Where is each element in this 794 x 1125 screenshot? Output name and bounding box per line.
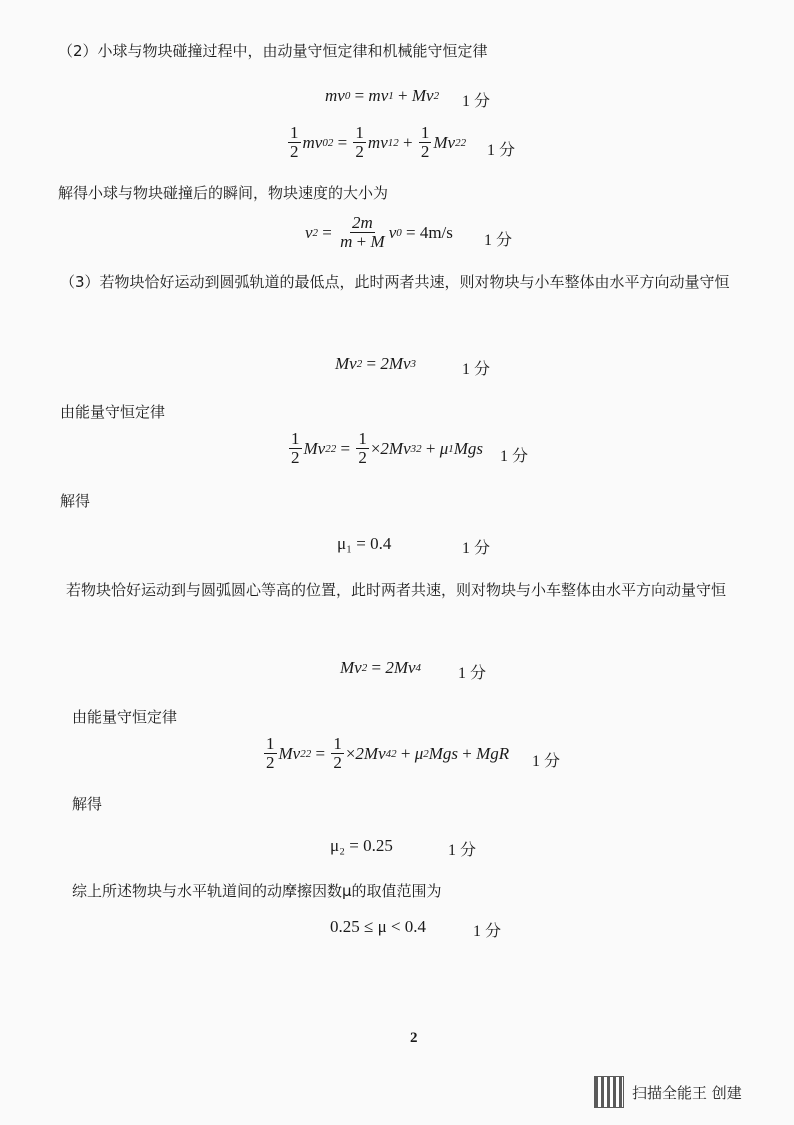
momentum-eq-3: Mv 2 = 2Mv 4 <box>340 658 422 677</box>
mu2-result: μ₂ = 0.25 <box>330 836 393 855</box>
energy-eq-collision: $\frac{1}{2}$ mv 0 2 = $\frac{1}{2}$ mv 1 2 + $\frac{1}{2}$ Mv 2 2 <box>290 123 467 161</box>
part2-result: 解得小球与物块碰撞后的瞬间，物块速度的大小为 <box>58 184 389 202</box>
solve-label-1: 解得 <box>60 492 91 510</box>
momentum-eq-1: mv 0 = mv 1 + Mv 2 <box>325 86 440 105</box>
energy-eq-2: $\frac{1}{2}$ Mv 2 2 = $\frac{1}{2}$ × 2Mv 4 2 + μ 2 Mgs + MgR <box>266 734 510 772</box>
energy-label-1: 由能量守恒定律 <box>60 403 166 421</box>
score-label: 1 分 <box>500 448 529 465</box>
score-label: 1 分 <box>532 753 561 770</box>
page-number: 2 <box>410 1030 418 1046</box>
score-label: 1 分 <box>487 142 516 159</box>
summary-text: 综上所述物块与水平轨道间的动摩擦因数μ的取值范围为 <box>72 882 442 900</box>
solve-label-2: 解得 <box>72 795 103 813</box>
score-label: 1 分 <box>484 232 513 249</box>
v2-value: = 4m/s <box>405 222 453 242</box>
scanner-watermark <box>594 1076 742 1108</box>
score-label: 1 分 <box>462 361 491 378</box>
score-label: 1 分 <box>462 540 491 557</box>
score-label: 1 分 <box>458 665 487 682</box>
mu-range-result: 0.25 ≤ μ < 0.4 <box>330 917 427 936</box>
score-label: 1 分 <box>473 923 502 940</box>
v2-eq: v 2 = $\frac{2m}{m + M}$ v 0 = 4m/s <box>305 213 453 251</box>
part3-intro: （3）若物块恰好运动到圆弧轨道的最低点，此时两者共速，则对物块与小车整体由水平方向动量守恒 <box>60 273 730 291</box>
part2-intro: （2）小球与物块碰撞过程中，由动量守恒定律和机械能守恒定律 <box>58 42 488 60</box>
score-label: 1 分 <box>462 93 491 110</box>
watermark-text: 扫描全能王 创建 <box>632 1083 742 1102</box>
score-label: 1 分 <box>448 842 477 859</box>
energy-label-2: 由能量守恒定律 <box>72 708 178 726</box>
qr-code-icon <box>594 1076 624 1108</box>
case2-intro: 若物块恰好运动到与圆弧圆心等高的位置，此时两者共速，则对物块与小车整体由水平方向动量守恒 <box>66 581 727 599</box>
momentum-eq-2: Mv 2 = 2Mv 3 <box>335 354 417 373</box>
energy-eq-1: $\frac{1}{2}$ Mv 2 2 = $\frac{1}{2}$ × 2Mv 3 2 + μ 1 Mgs <box>291 429 484 467</box>
mu1-result: μ₁ = 0.4 <box>337 534 392 553</box>
